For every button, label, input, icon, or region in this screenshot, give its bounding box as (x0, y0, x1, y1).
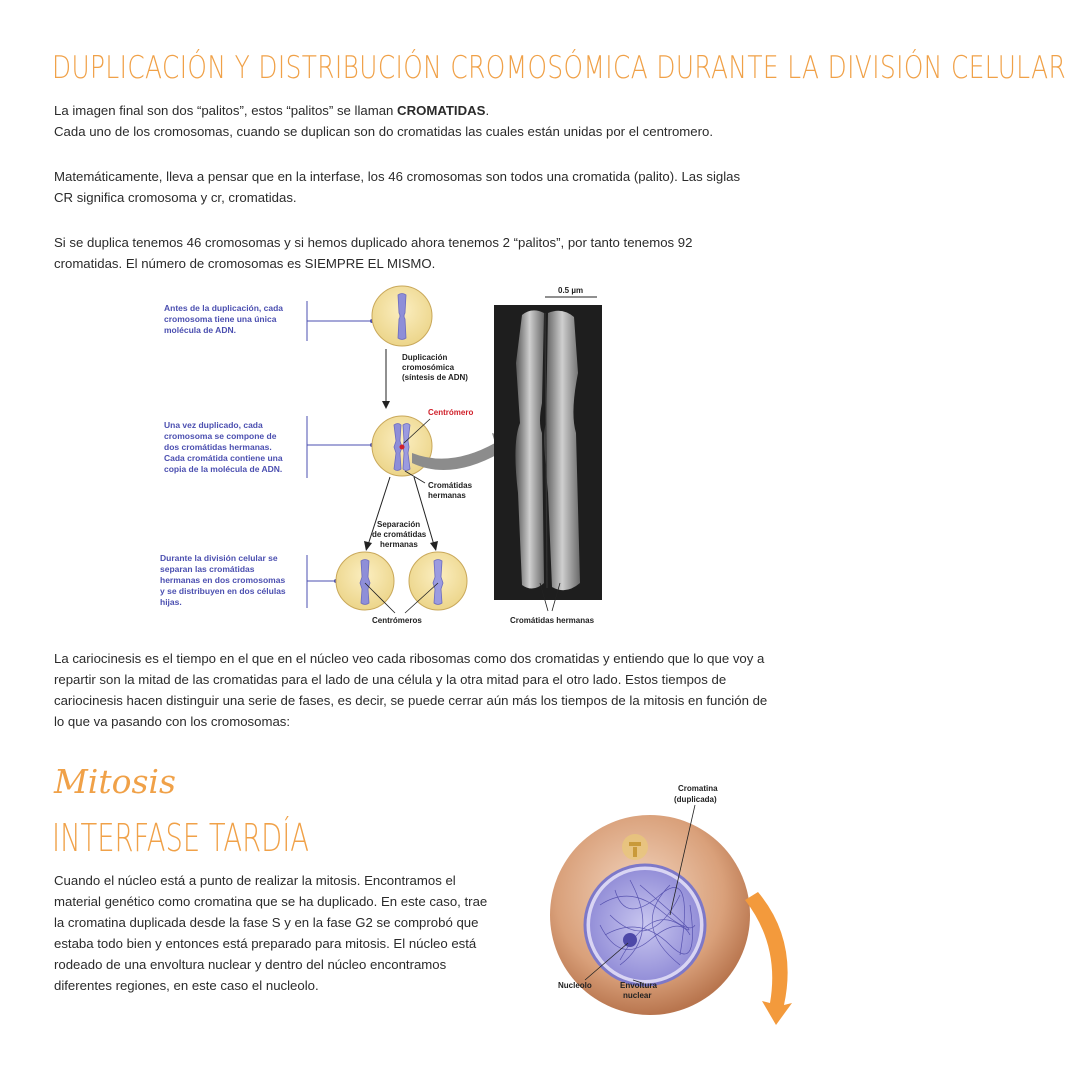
svg-text:hermanas: hermanas (428, 491, 466, 500)
nucleolus (623, 933, 637, 947)
svg-text:Durante la división celular se: Durante la división celular se (160, 553, 278, 563)
svg-text:Cromátidas: Cromátidas (428, 481, 473, 490)
svg-text:y se distribuyen en dos célula: y se distribuyen en dos células (160, 586, 286, 596)
label-scale: 0.5 µm (558, 286, 584, 295)
next-phase-arrow-icon (745, 892, 792, 1025)
svg-text:de cromátidas: de cromátidas (372, 530, 427, 539)
svg-text:hijas.: hijas. (160, 597, 182, 607)
interphase-cell-figure (530, 775, 820, 1055)
svg-text:cromosoma tiene una única: cromosoma tiene una única (164, 314, 277, 324)
svg-text:cromosoma se compone de: cromosoma se compone de (164, 431, 277, 441)
svg-text:hermanas en dos cromosomas: hermanas en dos cromosomas (160, 575, 286, 585)
label-duplication (402, 353, 468, 382)
chromosome-duplication-figure (150, 283, 610, 628)
svg-text:Separación: Separación (377, 520, 421, 529)
nucleus (590, 870, 700, 980)
svg-text:Duplicación: Duplicación (402, 353, 448, 362)
math-paragraph: Matemáticamente, lleva a pensar que en la interfase, los 46 cromosomas son todos una cromatida (palito). Las siglas CR significa cromosoma y cr, cromatidas. (54, 169, 741, 205)
intro-line2-text: Cada uno de los cromosomas, cuando se duplican son do cromatidas las cuales están unidas por el centromero. (54, 124, 714, 139)
label-centromero: Centrómero (428, 408, 474, 417)
intro-line1-text: La imagen final son dos “palitos”, estos “palitos” se llaman (54, 103, 398, 118)
svg-text:hermanas: hermanas (380, 540, 418, 549)
svg-text:dos cromátidas hermanas.: dos cromátidas hermanas. (164, 442, 272, 452)
svg-text:Envoltura: Envoltura (620, 981, 657, 990)
interfase-heading: INTERFASE TARDÍA (52, 816, 310, 860)
svg-text:(síntesis de ADN): (síntesis de ADN) (402, 373, 468, 382)
label-before-duplication (164, 303, 283, 335)
svg-text:copia de la molécula de ADN.: copia de la molécula de ADN. (164, 464, 283, 474)
duplication-paragraph: Si se duplica tenemos 46 cromosomas y si hemos duplicado ahora tenemos 2 “palitos”, por tanto tenemos 92 cromatidas. El número de cromosomas es SIEMPRE EL MISMO. (54, 235, 693, 271)
centrosome (622, 834, 648, 860)
svg-text:nuclear: nuclear (623, 991, 652, 1000)
label-cromatidas-hermanas-bottom: Cromátidas hermanas (510, 616, 595, 625)
page-title: DUPLICACIÓN Y DISTRIBUCIÓN CROMOSÓMICA DURANTE LA DIVISIÓN CELULAR (52, 50, 1066, 86)
cariocinesis-paragraph: La cariocinesis es el tiempo en el que en el núcleo veo cada ribosomas como dos cromatidas y entiendo que lo que voy a repartir son la mitad de las cromatidas para el lado de una célula y la otra mitad para el otro lado. Estos tiempos de cariocinesis hacen distinguir una serie de fases, es decir, se puede cerrar aún más los tiempos de la mitosis en función de lo que va pasando con los cromosomas: (54, 651, 768, 729)
mitosis-heading: Mitosis (54, 762, 176, 801)
label-nucleolo: Nucleolo (558, 981, 592, 990)
svg-text:Una vez duplicado, cada: Una vez duplicado, cada (164, 420, 263, 430)
interfase-paragraph: Cuando el núcleo está a punto de realizar la mitosis. Encontramos el material genético como cromatina que se ha duplicado. En este caso, trae la cromatina duplicada desde la fase S y en la fase G2 se comprobó que estaba todo bien y entonces está preparado para mitosis. El núcleo está rodeado de una envoltura nuclear y dentro del núcleo encontramos diferentes regiones, en este caso el nucleolo. (54, 873, 488, 993)
intro-paragraph (54, 100, 774, 142)
label-cell-division (160, 553, 286, 607)
label-cromatina (674, 784, 718, 804)
intro-line1-end: . (485, 103, 490, 118)
label-cromatidas (428, 481, 473, 500)
svg-text:Antes de la duplicación, cada: Antes de la duplicación, cada (164, 303, 284, 313)
svg-text:Cromatina: Cromatina (678, 784, 718, 793)
cromatidas-bold: CROMATIDAS (397, 103, 486, 118)
label-separacion (372, 520, 427, 549)
label-after-duplication (164, 420, 283, 474)
svg-text:cromosómica: cromosómica (402, 363, 455, 372)
svg-text:separan las cromátidas: separan las cromátidas (160, 564, 255, 574)
svg-text:(duplicada): (duplicada) (674, 795, 717, 804)
label-centromeros: Centrómeros (372, 616, 422, 625)
svg-text:Cada cromátida contiene una: Cada cromátida contiene una (164, 453, 283, 463)
svg-text:molécula de ADN.: molécula de ADN. (164, 325, 236, 335)
